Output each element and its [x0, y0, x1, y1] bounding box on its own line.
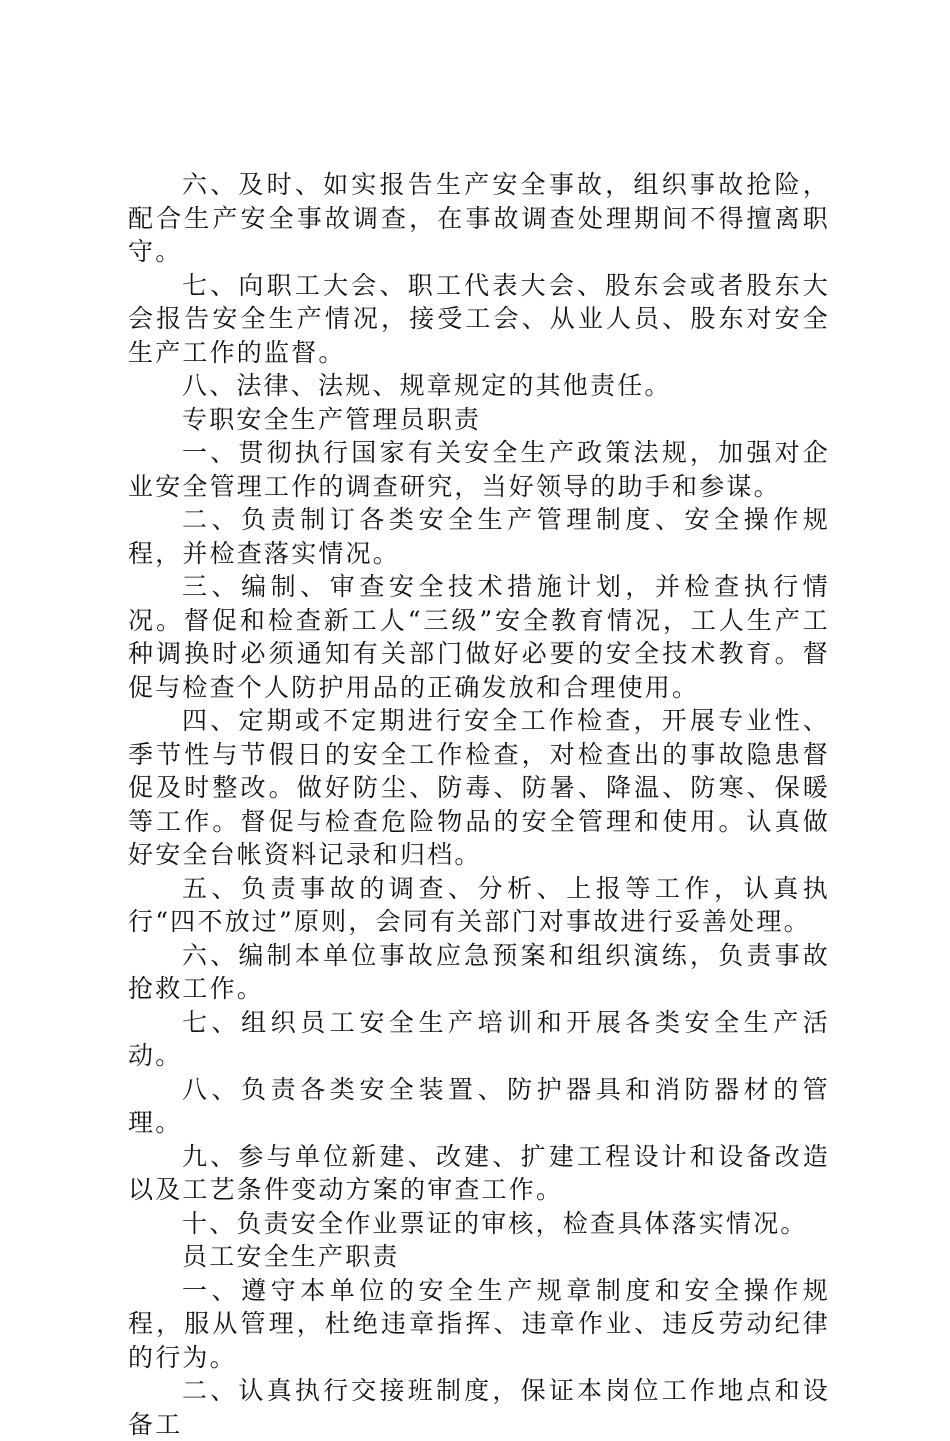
paragraph: 六、及时、如实报告生产安全事故，组织事故抢险，配合生产安全事故调查，在事故调查处理期间不得擅离职守。: [128, 170, 830, 266]
document-body: [128, 168, 830, 1441]
paragraph: 八、法律、法规、规章规定的其他责任。: [182, 371, 672, 400]
paragraph: 四、定期或不定期进行安全工作检查，开展专业性、季节性与节假日的安全工作检查，对检查出的事故隐患督促及时整改。做好防尘、防毒、防暑、降温、防寒、保暖等工作。督促与检查危险物品的安全管理和使用。认真做好安全台帐资料记录和归档。: [128, 706, 830, 869]
paragraph: 七、组织员工安全生产培训和开展各类安全生产活动。: [128, 1007, 830, 1070]
paragraph: 九、参与单位新建、改建、扩建工程设计和设备改造以及工艺条件变动方案的审查工作。: [128, 1141, 830, 1204]
paragraph: 二、认真执行交接班制度，保证本岗位工作地点和设备工: [128, 1376, 830, 1439]
section-heading: 员工安全生产职责: [182, 1242, 400, 1271]
paragraph: 一、遵守本单位的安全生产规章制度和安全操作规程，服从管理，杜绝违章指挥、违章作业、违反劳动纪律的行为。: [128, 1275, 830, 1372]
section-heading: 专职安全生产管理员职责: [182, 404, 482, 434]
paragraph: 七、向职工大会、职工代表大会、股东会或者股东大会报告安全生产情况，接受工会、从业人员、股东对安全生产工作的监督。: [128, 270, 830, 367]
paragraph: 十、负责安全作业票证的审核，检查具体落实情况。: [182, 1208, 808, 1238]
paragraph: 三、编制、审查安全技术措施计划，并检查执行情况。督促和检查新工人“三级”安全教育情况，工人生产工种调换时必须通知有关部门做好必要的安全技术教育。督促与检查个人防护用品的正确发放和合理使用。: [128, 572, 830, 702]
paragraph: 一、贯彻执行国家有关安全生产政策法规，加强对企业安全管理工作的调查研究，当好领导的助手和参谋。: [128, 438, 830, 501]
paragraph: 六、编制本单位事故应急预案和组织演练，负责事故抢救工作。: [128, 940, 830, 1003]
paragraph: 八、负责各类安全装置、防护器具和消防器材的管理。: [128, 1074, 830, 1137]
paragraph: 二、负责制订各类安全生产管理制度、安全操作规程，并检查落实情况。: [128, 505, 830, 568]
paragraph: 五、负责事故的调查、分析、上报等工作，认真执行“四不放过”原则，会同有关部门对事故进行妥善处理。: [128, 873, 830, 936]
